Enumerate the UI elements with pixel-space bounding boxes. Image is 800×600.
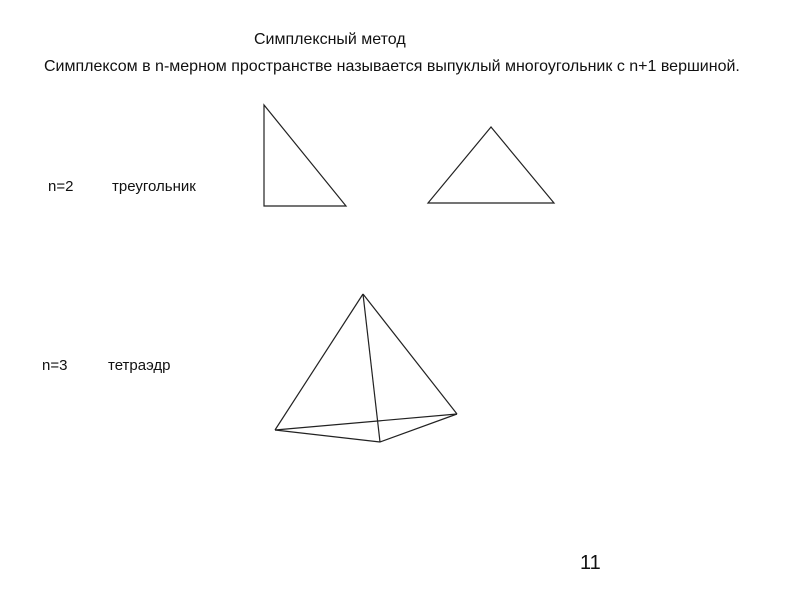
tetrahedron-edge: [275, 430, 380, 442]
case-n3-label: n=3: [42, 357, 68, 374]
case-n3-name: тетраэдр: [108, 357, 171, 374]
page-number: 11: [580, 552, 601, 574]
isosceles-triangle: [428, 127, 554, 203]
tetrahedron: [275, 294, 457, 442]
slide-title: Симплексный метод: [254, 31, 406, 48]
definition-text: Симплексом в n-мерном пространстве называется выпуклый многоугольник с n+1 вершиной.: [44, 58, 740, 75]
case-n2-label: n=2: [48, 178, 74, 195]
right-triangle: [264, 105, 346, 206]
tetrahedron-edge: [363, 294, 380, 442]
tetrahedron-edge: [380, 414, 457, 442]
case-n2-name: треугольник: [112, 178, 196, 195]
tetrahedron-edge: [275, 414, 457, 430]
tetrahedron-edge: [363, 294, 457, 414]
tetrahedron-edge: [275, 294, 363, 430]
